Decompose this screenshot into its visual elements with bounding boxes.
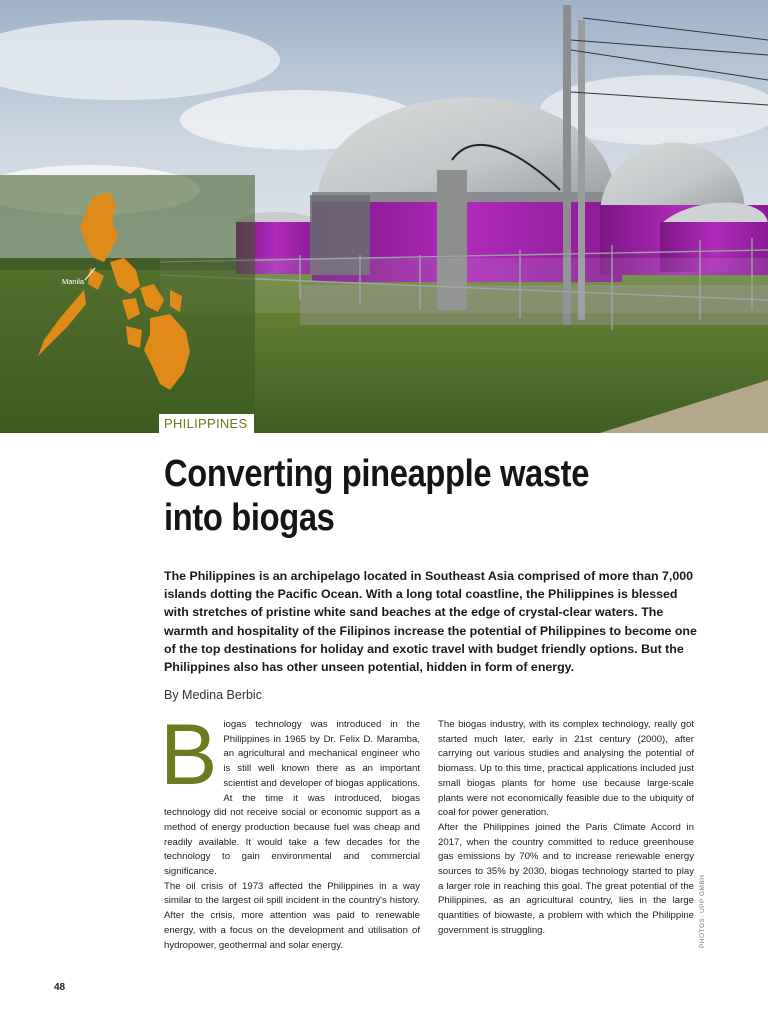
article-title (164, 452, 646, 540)
col1-paragraph-1: iogas technology was introduced in the Philippines in 1965 by Dr. Felix D. Maramba, an agricultural and mechanical engineer who is still well known there as an important scientist and developer of biogas applications. At the time it was introduced, biogas technology did not receive social or economic support as a method of energy production because fuel was cheap and readily available. It would take a few decades for the technology to gain environmental and commercial significance. (164, 719, 420, 878)
body-column-1 (160, 707, 420, 953)
map-label-manila: Manila (62, 277, 85, 286)
article-lead: The Philippines is an archipelago located in Southeast Asia comprised of more than 7,000 islands dotting the Pacific Ocean. With a long total coastline, the Philippines is blessed with stretches of pristine white sand beaches at the edge of crystal-clear waters. The warmth and hospitality of the Filipinos increase the potential of Philippines to become one of the top destinations for holiday and exotic travel with budget friendly options. But the Philippines also has other unseen potential, hidden in form of energy. (164, 569, 697, 675)
photo-credit: PHOTOS: UPP GMBH (699, 874, 706, 948)
body-column-2 (438, 718, 694, 939)
biogas-plant-image (0, 0, 768, 433)
col2-paragraph-1: The biogas industry, with its complex technology, really got started much later, early in 21st century (2000), after carrying out various studies and analysing the potential of biomass. Up to this time, practical applications included just small biogas plants for home use because large-scale plants were not economically feasible due to the ubiquity of coal for power generation. (438, 719, 694, 819)
article-byline: By Medina Berbic (164, 688, 262, 702)
title-line-1: Converting pineapple waste (164, 453, 590, 495)
title-line-2: into biogas (164, 497, 335, 539)
section-kicker: PHILIPPINES (159, 414, 254, 435)
hero-photo (0, 0, 768, 433)
col2-paragraph-2: After the Philippines joined the Paris Climate Accord in 2017, when the country committed to reduce greenhouse gas emissions by 70% and to increase renewable energy sources to 35% by 2030, biogas technology started to play a larger role in reaching this goal. The great potential of the Philippines, as an agricultural country, lies in the large quantities of biowaste, a problem with which the Philippine government is struggling. (438, 821, 694, 936)
drop-cap: B (160, 707, 218, 803)
page-number: 48 (54, 982, 66, 993)
col1-paragraph-2: The oil crisis of 1973 affected the Philippines in a way similar to the largest oil spill incident in the country's history. After the crisis, more attention was paid to renewable energy, with a focus on the development and utilisation of hydropower, geothermal and solar energy. (164, 880, 420, 951)
